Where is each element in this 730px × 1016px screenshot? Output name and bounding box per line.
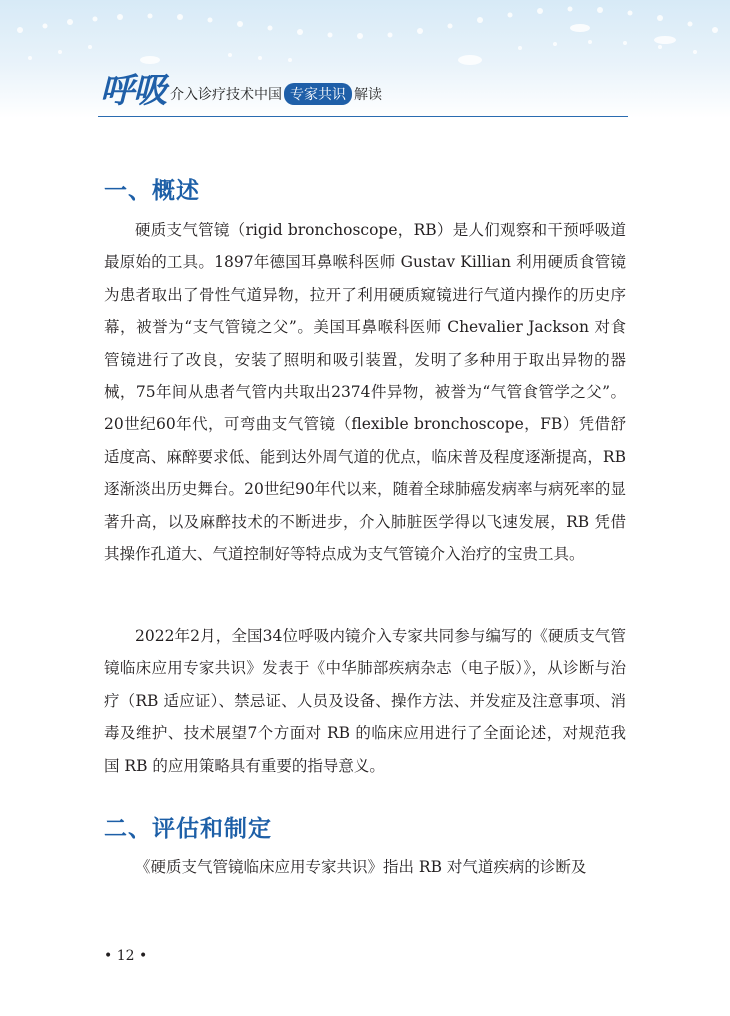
body-paragraph: 硬质支气管镜（rigid bronchoscope，RB）是人们观察和干预呼吸道最原始的工具。1897年德国耳鼻喉科医师 Gustav Killian 利用硬质食管镜为患者取出了骨性气道异物，拉开了利用硬质窥镜进行气道内操作的历史序幕，被誉为“支气管镜之父”。美国耳鼻喉科医师 Chevalier Jackson 对食管镜进行了改良，安装了照明和吸引装置，发明了多种用于取出异物的器械，75年间从患者气管内共取出2374件异物，被誉为“气管食管学之父”。20世纪60年代，可弯曲支气管镜（flexible bronchoscope，FB）凭借舒适度高、麻醉要求低、能到达外周气道的优点，临床普及程度逐渐提高，RB 逐渐淡出历史舞台。20世纪90年代以来，随着全球肺癌发病率与病死率的显著升高，以及麻醉技术的不断进步，介入肺脏医学得以飞速发展，RB 凭借其操作孔道大、气道控制好等特点成为支气管镜介入治疗的宝贵工具。 (104, 221, 626, 564)
page-number: • 12 • (104, 948, 148, 964)
section-heading-assessment: 二、评估和制定 (104, 816, 272, 842)
logo-main-text: 呼吸 (100, 71, 166, 111)
section-heading-overview: 一、概述 (104, 178, 200, 204)
header-rule (98, 116, 628, 117)
book-title-prefix: 介入诊疗技术中国 (170, 87, 282, 103)
body-paragraph: 《硬质支气管镜临床应用专家共识》指出 RB 对气道疾病的诊断及 (135, 858, 587, 876)
body-paragraph: 2022年2月，全国34位呼吸内镜介入专家共同参与编写的《硬质支气管镜临床应用专家共识》发表于《中华肺部疾病杂志（电子版）》，从诊断与治疗（RB 适应证）、禁忌证、人员及设备、操作方法、并发症及注意事项、消毒及维护、技术展望7个方面对 RB 的临床应用进行了全面论述，对规范我国 RB 的应用策略具有重要的指导意义。 (104, 627, 626, 775)
book-title (170, 83, 382, 105)
page-header (0, 0, 730, 118)
book-title-highlight: 专家共识 (284, 83, 352, 105)
book-logo (100, 70, 382, 110)
book-title-suffix: 解读 (354, 87, 382, 103)
